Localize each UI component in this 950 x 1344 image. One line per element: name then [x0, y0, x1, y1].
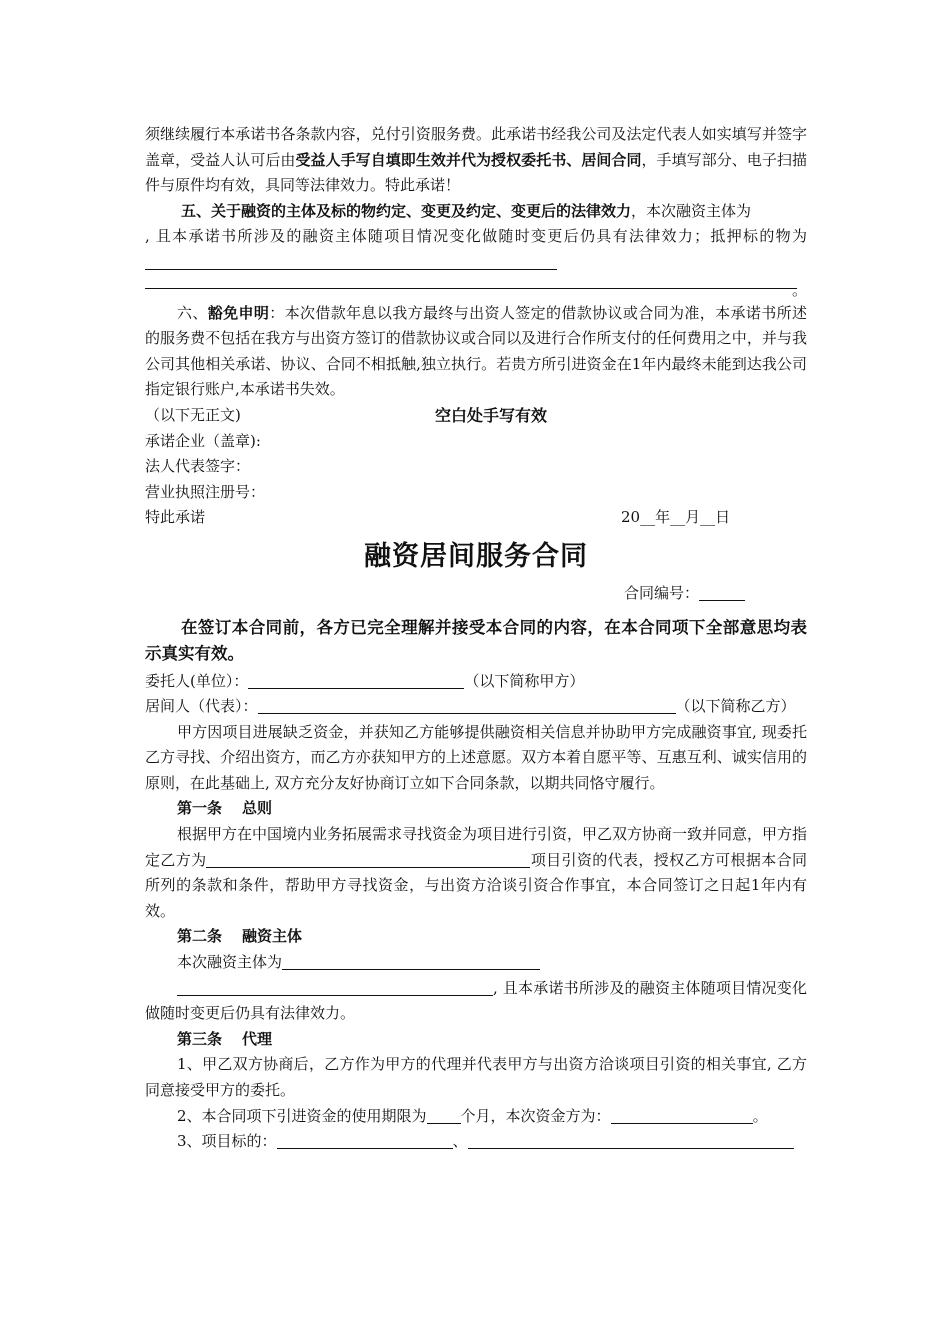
financing-entity-blank[interactable]	[282, 952, 540, 970]
article-three-item3: 3、项目标的： 、	[145, 1129, 807, 1155]
financing-entity-blank-continued[interactable]	[177, 978, 493, 996]
project-blank[interactable]	[206, 850, 530, 868]
contract-number: 合同编号：	[145, 581, 807, 607]
legal-rep-label: 法人代表签字：	[145, 457, 251, 476]
article-two-title: 第二条 融资主体	[177, 927, 303, 946]
article-one-title: 第一条 总则	[177, 799, 273, 818]
license-no-label: 营业执照注册号：	[145, 482, 266, 501]
section-five-end-line: 。	[145, 276, 807, 289]
article-two-line2: , 且本承诺书所涉及的融资主体随项目情况变化做随时变更后仍具有法律效力。	[145, 978, 807, 1023]
article-three-item2: 2、本合同项下引进资金的使用期限为 个月，本次资金方为： 。	[177, 1106, 768, 1125]
closing-text: 特此承诺	[145, 508, 206, 527]
funder-blank[interactable]	[611, 1106, 753, 1124]
broker-line: 居间人（代表）： （以下简称乙方）	[145, 697, 796, 716]
principal-line: 委托人(单位）： （以下简称甲方）	[145, 671, 585, 690]
article-three-item1: 1、甲乙双方协商后，乙方作为甲方的代理并代表甲方与出资方洽谈项目引资的相关事宜, 乙方同意接受甲方的委托。	[145, 1055, 807, 1099]
broker-blank[interactable]	[258, 696, 676, 714]
collateral-blank[interactable]	[145, 252, 557, 270]
section-five: 五、关于融资的主体及标的物约定、变更及约定、变更后的法律效力，本次融资主体为	[181, 201, 752, 220]
collateral-blank-continued[interactable]	[145, 276, 797, 289]
article-two-line1: 本次融资主体为	[145, 950, 807, 976]
article-one-text: 根据甲方在中国境内业务拓展需求寻找资金为项目进行引资，甲乙双方协商一致并同意，甲方指定乙方为 项目引资的代表，授权乙方可根据本合同所列的条款和条件，帮助甲方寻找资金，与出资方洽谈引资合作事宜，本合同签订之日起1年内有效。	[145, 825, 808, 920]
principal-blank[interactable]	[248, 671, 464, 689]
contract-preamble: 在签订本合同前，各方已完全理解并接受本合同的内容，在本合同项下全部意思均表示真实有效。	[145, 617, 807, 663]
document-body	[145, 122, 807, 1155]
closing-row	[145, 505, 807, 531]
handwrite-note: 空白处手写有效	[435, 405, 548, 425]
no-more-text: （以下无正文)	[145, 405, 241, 424]
date-field: 20__年__月__日	[621, 508, 731, 527]
project-target-blank-2[interactable]	[468, 1131, 794, 1149]
project-target-blank-1[interactable]	[277, 1131, 453, 1149]
contract-number-blank[interactable]	[699, 583, 745, 601]
contract-intro: 甲方因项目进展缺乏资金，并获知乙方能够提供融资相关信息并协助甲方完成融资事宜, 现委托乙方寻找、介绍出资方，而乙方亦获知甲方的上述意愿。双方本着自愿平等、互惠互利、诚实信用的原则，在此基础上, 双方充分友好协商订立如下合同条款，以期共同恪守履行。	[145, 722, 807, 792]
contract-title: 融资居间服务合同	[364, 540, 588, 572]
term-months-blank[interactable]	[427, 1106, 461, 1124]
commitment-continuation: 须继续履行本承诺书各条款内容，兑付引资服务费。此承诺书经我公司及法定代表人如实填写并签字盖章，受益人认可后由受益人手写自填即生效并代为授权委托书、居间合同，手填写部分、电子扫描件与原件均有效，具同等法律效力。特此承诺！	[145, 125, 807, 195]
section-five-line2: , 且本承诺书所涉及的融资主体随项目情况变化做随时变更后仍具有法律效力；抵押标的物为	[145, 224, 807, 275]
commitment-bold-clause: 受益人手写自填即生效并代为授权委托书、居间合同	[295, 150, 642, 169]
no-more-row	[145, 403, 807, 429]
company-seal-label: 承诺企业（盖章):	[145, 431, 261, 450]
section-six: 六、豁免申明：本次借款年息以我方最终与出资人签定的借款协议或合同为准，本承诺书所述的服务费不包括在我方与出资方签订的借款协议或合同以及进行合作所支付的任何费用之中，并与我公司其他相关承诺、协议、合同不相抵触,独立执行。若贵方所引进资金在1年内最终未能到达我公司指定银行账户,本承诺书失效。	[145, 303, 807, 399]
article-three-title: 第三条 代理	[177, 1029, 273, 1048]
